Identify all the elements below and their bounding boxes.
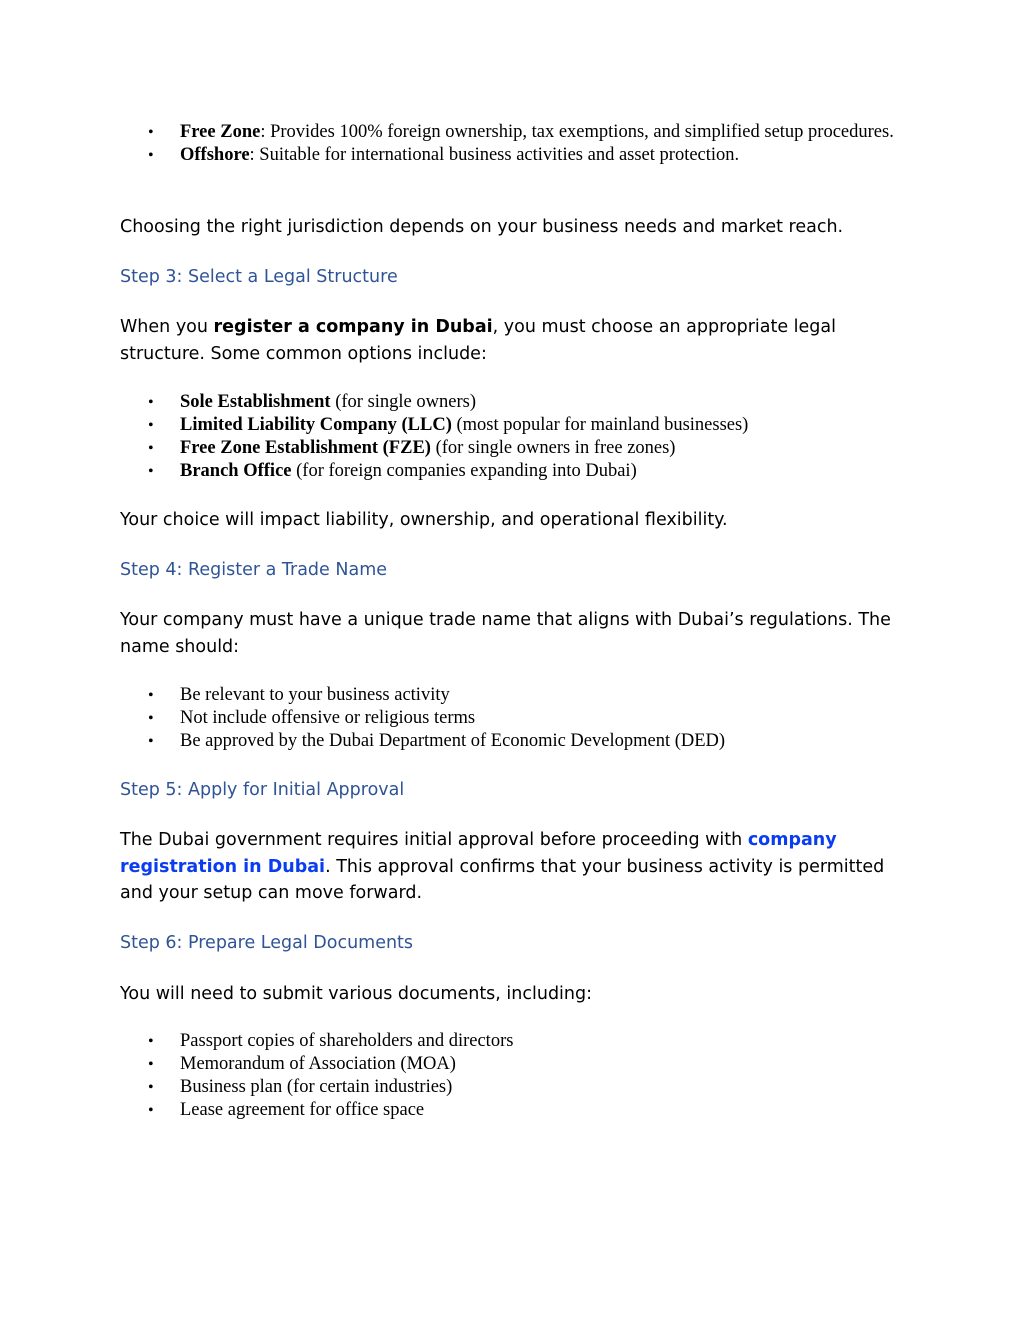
- list-item-text: (for single owners in free zones): [430, 438, 676, 458]
- list-item: • Memorandum of Association (MOA): [120, 1053, 910, 1076]
- list-item-term: Limited Liability Company (LLC): [180, 415, 452, 435]
- list-item-text: (most popular for mainland businesses): [451, 415, 749, 435]
- trade-name-list: [120, 684, 910, 753]
- step3-intro: [120, 314, 910, 367]
- list-item-text: : Provides 100% foreign ownership, tax exemptions, and simplified setup procedures.: [260, 122, 894, 142]
- list-item-text: (for single owners): [330, 392, 476, 412]
- list-item: • Business plan (for certain industries): [120, 1076, 910, 1099]
- step5-text-after: . This approval confirms that your business activity is permitted and your setup can move forward.: [120, 856, 885, 903]
- documents-list-block: [120, 1030, 910, 1122]
- step5-heading: Step 5: Apply for Initial Approval: [120, 780, 405, 800]
- legal-structure-list: [120, 391, 910, 483]
- list-item: • Not include offensive or religious terms: [120, 707, 910, 730]
- step6-heading: Step 6: Prepare Legal Documents: [120, 933, 414, 953]
- step3-heading: Step 3: Select a Legal Structure: [120, 267, 398, 287]
- jurisdiction-list-block: [120, 121, 910, 167]
- step5-paragraph: [120, 827, 910, 907]
- list-item: [120, 414, 910, 437]
- step3-intro-before: When you: [120, 317, 214, 337]
- list-item-term: Free Zone Establishment (FZE): [180, 438, 431, 458]
- list-item: • Passport copies of shareholders and directors: [120, 1030, 910, 1053]
- step3-intro-after: , you must choose an appropriate legal structure. Some common options include:: [120, 317, 836, 364]
- jurisdiction-list: [120, 121, 910, 167]
- documents-list: [120, 1030, 910, 1122]
- list-item-term: Offshore: [180, 145, 250, 165]
- company-registration-link[interactable]: company registration in Dubai: [120, 830, 837, 877]
- step6-intro: You will need to submit various documents, including:: [120, 984, 593, 1004]
- step3-summary: Your choice will impact liability, ownership, and operational flexibility.: [120, 510, 728, 530]
- list-item: [120, 121, 910, 144]
- list-item-text: (for foreign companies expanding into Dubai): [291, 461, 637, 481]
- list-item: [120, 460, 910, 483]
- list-item: • Be approved by the Dubai Department of Economic Development (DED): [120, 730, 910, 753]
- list-item-term: Sole Establishment: [180, 392, 331, 412]
- list-item-term: Free Zone: [180, 122, 261, 142]
- step4-intro: Your company must have a unique trade name that aligns with Dubai’s regulations. The name should:: [120, 610, 891, 657]
- list-item: [120, 391, 910, 414]
- jurisdiction-summary: Choosing the right jurisdiction depends on your business needs and market reach.: [120, 217, 844, 237]
- list-item: [120, 437, 910, 460]
- list-item-text: : Suitable for international business activities and asset protection.: [249, 145, 740, 165]
- legal-structure-list-block: [120, 391, 910, 483]
- step3-intro-bold: register a company in Dubai: [213, 317, 493, 337]
- list-item: • Be relevant to your business activity: [120, 684, 910, 707]
- list-item-term: Branch Office: [180, 461, 292, 481]
- list-item: • Lease agreement for office space: [120, 1099, 910, 1122]
- step5-text-before: The Dubai government requires initial approval before proceeding with: [120, 830, 748, 850]
- list-item: [120, 144, 910, 167]
- trade-name-list-block: [120, 684, 910, 753]
- step4-heading: Step 4: Register a Trade Name: [120, 560, 388, 580]
